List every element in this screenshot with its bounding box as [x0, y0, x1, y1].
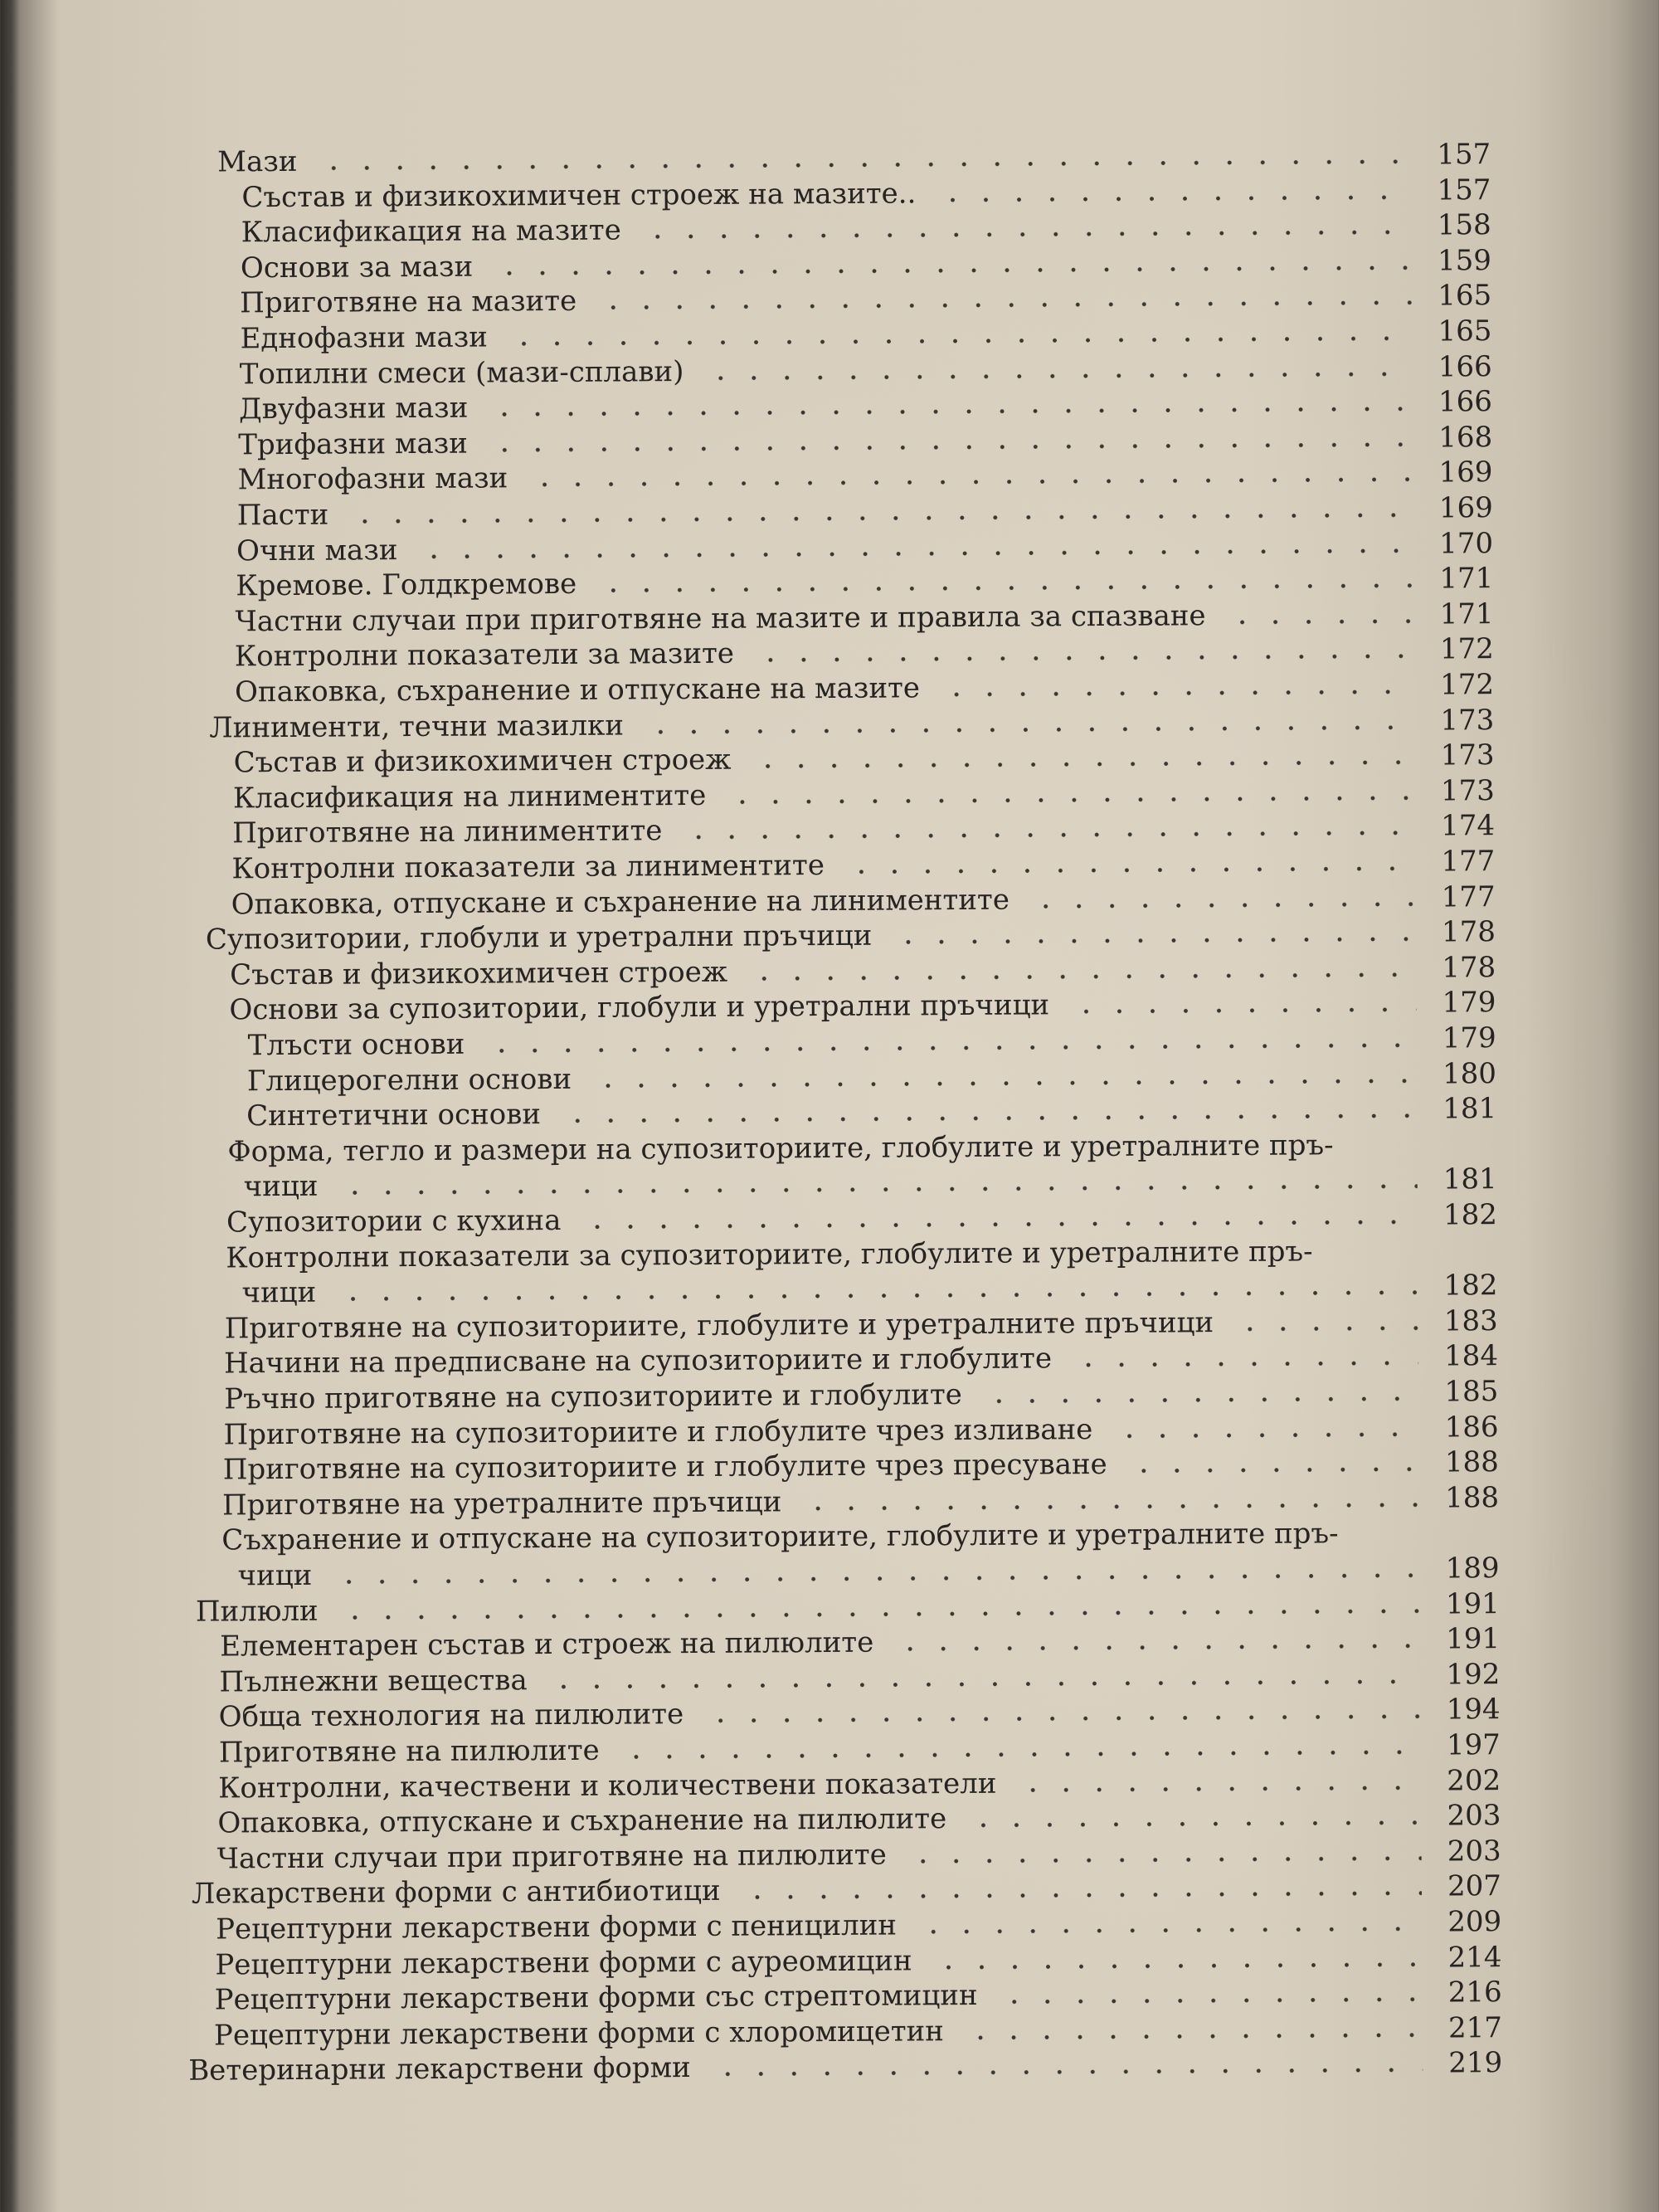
toc-leader-dots	[711, 2068, 1423, 2077]
toc-entry-title: Супозитории с кухина	[226, 1203, 562, 1240]
toc-entry-title: Пилюли	[195, 1594, 319, 1629]
toc-entry-title: Тлъсти основи	[247, 1027, 465, 1063]
toc-entry-page-number: 165	[1438, 314, 1492, 348]
toc-leader-dots	[1113, 1432, 1419, 1439]
toc-entry-page-number: 183	[1443, 1304, 1498, 1338]
toc-entry-page-number: 174	[1441, 809, 1496, 843]
toc-entry-title: Топилни смеси (мази-сплави)	[239, 355, 684, 392]
toc-entry-title: Класификация на линиментите	[232, 778, 707, 816]
toc-leader-dots	[1016, 1786, 1421, 1793]
toc-leader-dots	[892, 937, 1416, 945]
toc-entry-page-number: 203	[1447, 1834, 1501, 1869]
toc-entry-page-number: 179	[1442, 1021, 1496, 1055]
toc-entry-page-number: 191	[1445, 1587, 1500, 1621]
toc-entry-title: Линименти, течни мазилки	[209, 709, 625, 745]
toc-leader-dots	[741, 1891, 1422, 1900]
toc-entry-title: Пасти	[236, 498, 329, 533]
toc-entry-title: Основи за супозитории, глобули и уретрални пръчици	[229, 988, 1050, 1027]
toc-entry-title: Състав и физикохимичен строеж	[233, 743, 732, 780]
toc-entry-title: Рецептурни лекарствени форми със стрептомицин	[214, 1978, 978, 2017]
toc-entry-page-number: 166	[1438, 385, 1493, 419]
toc-leader-dots	[596, 300, 1412, 310]
toc-entry-page-number: 172	[1440, 668, 1495, 702]
toc-entry-title: Състав и физикохимичен строеж	[230, 955, 728, 992]
toc-leader-dots	[644, 725, 1414, 735]
toc-entry-title: Многофазни мази	[237, 461, 508, 497]
toc-entry-title-continuation: чици	[237, 1558, 313, 1593]
toc-leader-dots	[561, 1113, 1417, 1123]
toc-entry-page-number: 189	[1445, 1552, 1500, 1586]
table-of-contents	[0, 136, 1652, 2088]
toc-entry-title: Елементарен състав и строеж на пилюлите	[220, 1625, 874, 1664]
toc-leader-dots	[1127, 1467, 1419, 1474]
toc-leader-dots	[1029, 902, 1416, 909]
toc-entry-page-number: 157	[1437, 173, 1491, 207]
toc-leader-dots	[620, 1750, 1421, 1760]
toc-entry-title-continuation: чици	[241, 1275, 317, 1310]
toc-leader-dots	[337, 1290, 1418, 1302]
toc-leader-dots	[417, 548, 1413, 559]
toc-entry-page-number: 171	[1439, 562, 1494, 596]
toc-entry-title: Опаковка, съхранение и отпускане на мазите	[234, 671, 921, 709]
toc-leader-dots	[801, 1503, 1419, 1512]
toc-entry-page-number: 182	[1443, 1269, 1498, 1303]
toc-entry-title: Контролни показатели за мазите	[234, 636, 735, 674]
toc-entry-page-number: 168	[1438, 421, 1493, 455]
toc-entry-page-number: 159	[1437, 244, 1492, 278]
toc-leader-dots	[964, 2033, 1423, 2040]
toc-entry-title: Съхранение и отпускане на супозиториите, глобулите и уретралните пръ-	[221, 1517, 1339, 1557]
toc-leader-dots	[1226, 619, 1414, 625]
toc-leader-dots	[932, 1962, 1422, 1971]
toc-entry-page-number: 158	[1437, 208, 1491, 242]
toc-entry-page-number: 172	[1439, 632, 1494, 666]
toc-entry-title: Кремове. Голдкремове	[236, 567, 577, 603]
toc-leader-dots	[940, 689, 1414, 697]
toc-entry-title: Супозитории, глобули и уретрални пръчици	[205, 918, 873, 957]
toc-entry-title: Класификация на мазите	[241, 213, 621, 250]
toc-entry-title: Приготвяне на уретралните пръчици	[221, 1485, 782, 1523]
toc-leader-dots	[754, 654, 1414, 663]
toc-leader-dots	[317, 159, 1411, 171]
toc-entry-title-continuation: чици	[243, 1169, 319, 1204]
toc-entry-page-number: 173	[1440, 738, 1495, 772]
toc-entry-page-number: 186	[1444, 1411, 1499, 1445]
toc-entry-title: Частни случаи при приготвяне на пилюлите	[216, 1838, 887, 1876]
toc-entry-title: Обща технология на пилюлите	[218, 1698, 684, 1734]
toc-entry-title: Синтетични основи	[246, 1098, 542, 1133]
toc-entry-title: Опаковка, отпускане и съхранение на линиментите	[231, 883, 1010, 922]
toc-entry-title: Еднофазни мази	[240, 320, 488, 356]
toc-entry-page-number: 197	[1446, 1728, 1501, 1762]
toc-leader-dots	[917, 1927, 1422, 1935]
toc-entry-page-number: 207	[1447, 1869, 1502, 1903]
toc-leader-dots	[726, 796, 1415, 805]
toc-entry-page-number: 216	[1447, 1976, 1502, 2010]
toc-entry-page-number: 214	[1447, 1941, 1502, 1975]
toc-entry-page-number: 157	[1437, 138, 1491, 172]
toc-entry-title: Пълнежни вещества	[219, 1664, 528, 1699]
toc-leader-dots	[1069, 1007, 1416, 1015]
toc-leader-dots	[596, 583, 1413, 593]
toc-entry-title: Приготвяне на линиментите	[232, 814, 663, 850]
toc-entry-page-number: 179	[1442, 986, 1496, 1020]
toc-leader-dots	[893, 1644, 1420, 1652]
toc-entry-page-number: 177	[1441, 845, 1496, 879]
toc-leader-dots	[488, 442, 1413, 453]
toc-entry-page-number: 182	[1443, 1198, 1498, 1232]
toc-leader-dots	[1233, 1326, 1418, 1332]
toc-leader-dots	[844, 866, 1415, 875]
toc-entry-title: Очни мази	[236, 534, 398, 568]
toc-entry-title: Ветеринарни лекарствени форми	[188, 2051, 691, 2088]
toc-leader-dots	[493, 266, 1412, 276]
toc-entry-title: Начини на предписване на супозиториите и глобулите	[223, 1342, 1053, 1381]
toc-entry-title: Контролни, качествени и количествени показатели	[218, 1766, 997, 1805]
toc-leader-dots	[641, 230, 1412, 240]
toc-leader-dots	[485, 1043, 1417, 1054]
toc-leader-dots	[704, 372, 1413, 381]
toc-entry-title: Ръчно приготвяне на супозиториите и глобулите	[224, 1378, 962, 1416]
toc-leader-dots	[747, 972, 1416, 982]
toc-leader-dots	[966, 1820, 1421, 1828]
toc-entry-page-number: 169	[1438, 456, 1493, 490]
toc-entry-title: Мази	[217, 144, 298, 179]
toc-entry-title: Форма, тегло и размери на супозиториите, глобулите и уретралните пръ-	[227, 1128, 1334, 1169]
toc-entry-title: Контролни показатели за супозиториите, глобулите и уретралните пръ-	[226, 1235, 1313, 1275]
toc-entry-title: Приготвяне на мазите	[240, 284, 577, 320]
toc-leader-dots	[488, 407, 1413, 417]
toc-entry-page-number: 165	[1438, 279, 1492, 313]
toc-leader-dots	[982, 1396, 1418, 1404]
toc-entry-page-number: 171	[1439, 597, 1494, 631]
toc-leader-dots	[348, 513, 1413, 524]
toc-leader-dots	[682, 831, 1415, 840]
toc-entry-page-number: 188	[1444, 1445, 1499, 1479]
toc-entry-page-number: 178	[1442, 951, 1496, 985]
toc-entry-page-number: 219	[1448, 2046, 1503, 2080]
toc-leader-dots	[936, 195, 1411, 203]
toc-leader-dots	[581, 1220, 1418, 1230]
toc-leader-dots	[528, 477, 1413, 488]
toc-entry-title: Приготвяне на пилюлите	[218, 1733, 600, 1770]
toc-entry-title: Контролни показатели за линиментите	[231, 849, 825, 886]
toc-entry-page-number: 203	[1447, 1799, 1501, 1833]
toc-leader-dots	[338, 1609, 1420, 1620]
toc-entry-page-number: 217	[1447, 2011, 1503, 2045]
toc-leader-dots	[998, 1997, 1423, 2005]
toc-entry-title: Частни случаи при приготвяне на мазите и правила за спазване	[235, 599, 1206, 639]
toc-entry-page-number: 181	[1443, 1162, 1497, 1196]
toc-entry-title: Рецептурни лекарствени форми с пеницилин	[216, 1908, 898, 1946]
toc-entry-title: Основи за мази	[240, 250, 474, 285]
toc-entry-title: Опаковка, отпускане и съхранение на пилюлите	[217, 1802, 947, 1840]
toc-leader-dots	[704, 1714, 1421, 1723]
toc-entry-page-number: 185	[1444, 1375, 1499, 1409]
toc-entry-page-number: 184	[1443, 1339, 1499, 1373]
toc-entry-title: Двуфазни мази	[238, 391, 469, 426]
toc-entry	[188, 2045, 1502, 2088]
toc-entry-title: Лекарствени форми с антибиотици	[191, 1873, 721, 1911]
toc-leader-dots	[508, 336, 1413, 347]
toc-entry-page-number: 169	[1438, 491, 1493, 525]
toc-entry-page-number: 177	[1441, 880, 1496, 914]
toc-entry-title: Състав и физикохимичен строеж на мазите..	[241, 177, 917, 215]
toc-entry-page-number: 173	[1440, 704, 1495, 738]
toc-leader-dots	[547, 1679, 1420, 1689]
toc-entry-page-number: 202	[1447, 1764, 1501, 1798]
toc-entry-page-number: 209	[1447, 1905, 1502, 1939]
toc-leader-dots	[907, 1856, 1422, 1864]
toc-entry-title: Приготвяне на супозиториите и глобулите чрез изливане	[223, 1413, 1093, 1452]
toc-entry-page-number: 192	[1446, 1658, 1501, 1692]
toc-leader-dots	[333, 1573, 1420, 1585]
toc-entry-page-number: 181	[1443, 1092, 1497, 1126]
toc-entry-page-number: 166	[1438, 350, 1492, 384]
toc-entry-page-number: 180	[1442, 1057, 1497, 1091]
toc-entry-title: Глицерогелни основи	[246, 1062, 572, 1099]
toc-entry-title: Рецептурни лекарствени форми с ауреомицин	[215, 1944, 912, 1982]
toc-leader-dots	[1072, 1361, 1418, 1368]
toc-entry-page-number: 191	[1446, 1622, 1501, 1656]
toc-leader-dots	[752, 760, 1415, 769]
toc-entry-page-number: 178	[1441, 915, 1496, 949]
toc-entry-page-number: 188	[1445, 1481, 1500, 1515]
toc-entry-title: Рецептурни лекарствени форми с хлоромицетин	[213, 2015, 945, 2053]
toc-entry-page-number: 170	[1439, 527, 1494, 561]
toc-entry-page-number: 194	[1446, 1693, 1501, 1727]
toc-entry-title: Приготвяне на супозиториите, глобулите и уретралните пръчици	[224, 1306, 1214, 1346]
toc-entry-page-number: 173	[1440, 774, 1495, 808]
toc-leader-dots	[338, 1184, 1418, 1196]
toc-entry-title: Трифазни мази	[238, 426, 468, 462]
toc-leader-dots	[591, 1079, 1417, 1089]
toc-entry-title: Приготвяне на супозиториите и глобулите чрез пресуване	[222, 1447, 1107, 1487]
